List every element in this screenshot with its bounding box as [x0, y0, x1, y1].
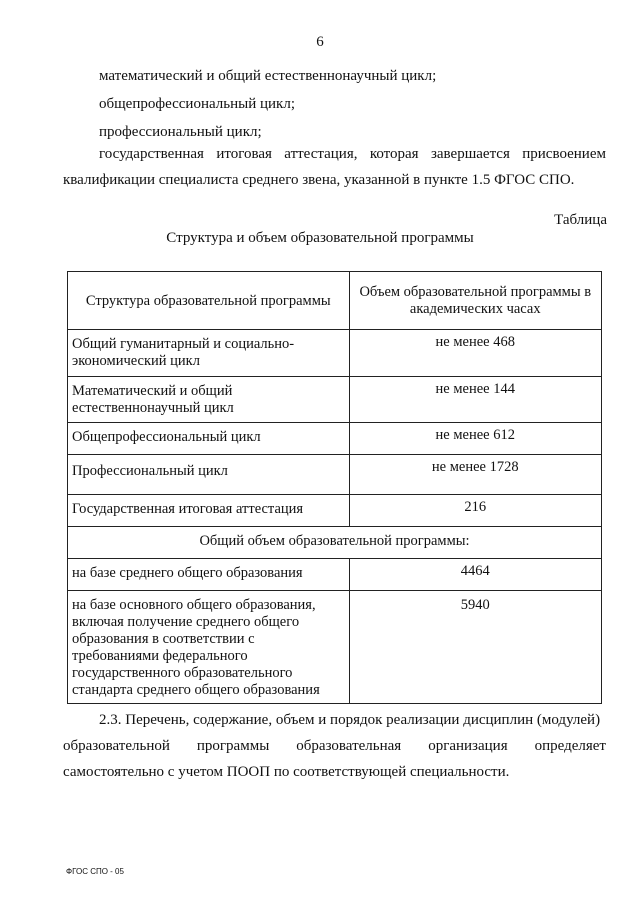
row-value: не менее 144 [349, 377, 601, 423]
table-row [68, 559, 602, 591]
table-title: Структура и объем образовательной программы [166, 230, 474, 246]
para-word: определяет [534, 738, 606, 754]
table-row [68, 423, 602, 455]
gia-paragraph-line-1 [99, 146, 606, 163]
header-volume: Объем образовательной программы в академических часах [349, 272, 601, 330]
table-label: Таблица [554, 212, 607, 228]
intro-item-math: математический и общий естественнонаучный цикл; [99, 68, 437, 84]
gia-word: которая [369, 146, 419, 162]
gia-word: аттестация, [284, 146, 358, 162]
page-number: 6 [316, 34, 324, 50]
row-label: Общий гуманитарный и социально-экономический цикл [68, 330, 350, 377]
para-word: образовательной [63, 738, 170, 754]
intro-item-general-professional: общепрофессиональный цикл; [99, 96, 295, 112]
gia-word: завершается [430, 146, 510, 162]
header-structure: Структура образовательной программы [68, 272, 350, 330]
row-label: на базе основного общего образования, включая получение среднего общего образования в соответствии с требованиями федерального государственного образовательного стандарта среднего общего образования [68, 591, 350, 704]
gia-word: присвоением [522, 146, 606, 162]
table-row [68, 591, 602, 704]
row-value: 5940 [349, 591, 601, 704]
row-label: Профессиональный цикл [68, 455, 350, 495]
intro-item-professional: профессиональный цикл; [99, 124, 262, 140]
row-value: не менее 1728 [349, 455, 601, 495]
row-value: 4464 [349, 559, 601, 591]
table-header-row [68, 272, 602, 330]
row-value: не менее 612 [349, 423, 601, 455]
row-label: Математический и общий естественнонаучный цикл [68, 377, 350, 423]
row-label: Общепрофессиональный цикл [68, 423, 350, 455]
total-volume-heading: Общий объем образовательной программы: [68, 527, 602, 559]
para-word: образовательная [296, 738, 402, 754]
row-label: на базе среднего общего образования [68, 559, 350, 591]
table-row [68, 377, 602, 423]
table-total-header-row [68, 527, 602, 559]
table-row [68, 455, 602, 495]
para-2-3-line-1: 2.3. Перечень, содержание, объем и порядок реализации дисциплин (модулей) [99, 712, 601, 728]
row-value: не менее 468 [349, 330, 601, 377]
para-2-3-line-2 [63, 738, 606, 755]
para-word: организация [428, 738, 508, 754]
para-word: программы [196, 738, 270, 754]
gia-word: государственная [99, 146, 204, 162]
program-structure-table [67, 271, 602, 704]
row-value: 216 [349, 495, 601, 527]
table-row [68, 330, 602, 377]
gia-word: итоговая [216, 146, 272, 162]
row-label: Государственная итоговая аттестация [68, 495, 350, 527]
para-2-3-line-3: самостоятельно с учетом ПООП по соответствующей специальности. [63, 764, 510, 780]
table-row [68, 495, 602, 527]
gia-paragraph-line-2: квалификации специалиста среднего звена, указанной в пункте 1.5 ФГОС СПО. [63, 172, 575, 188]
footer-code: ФГОС СПО - 05 [66, 867, 124, 876]
